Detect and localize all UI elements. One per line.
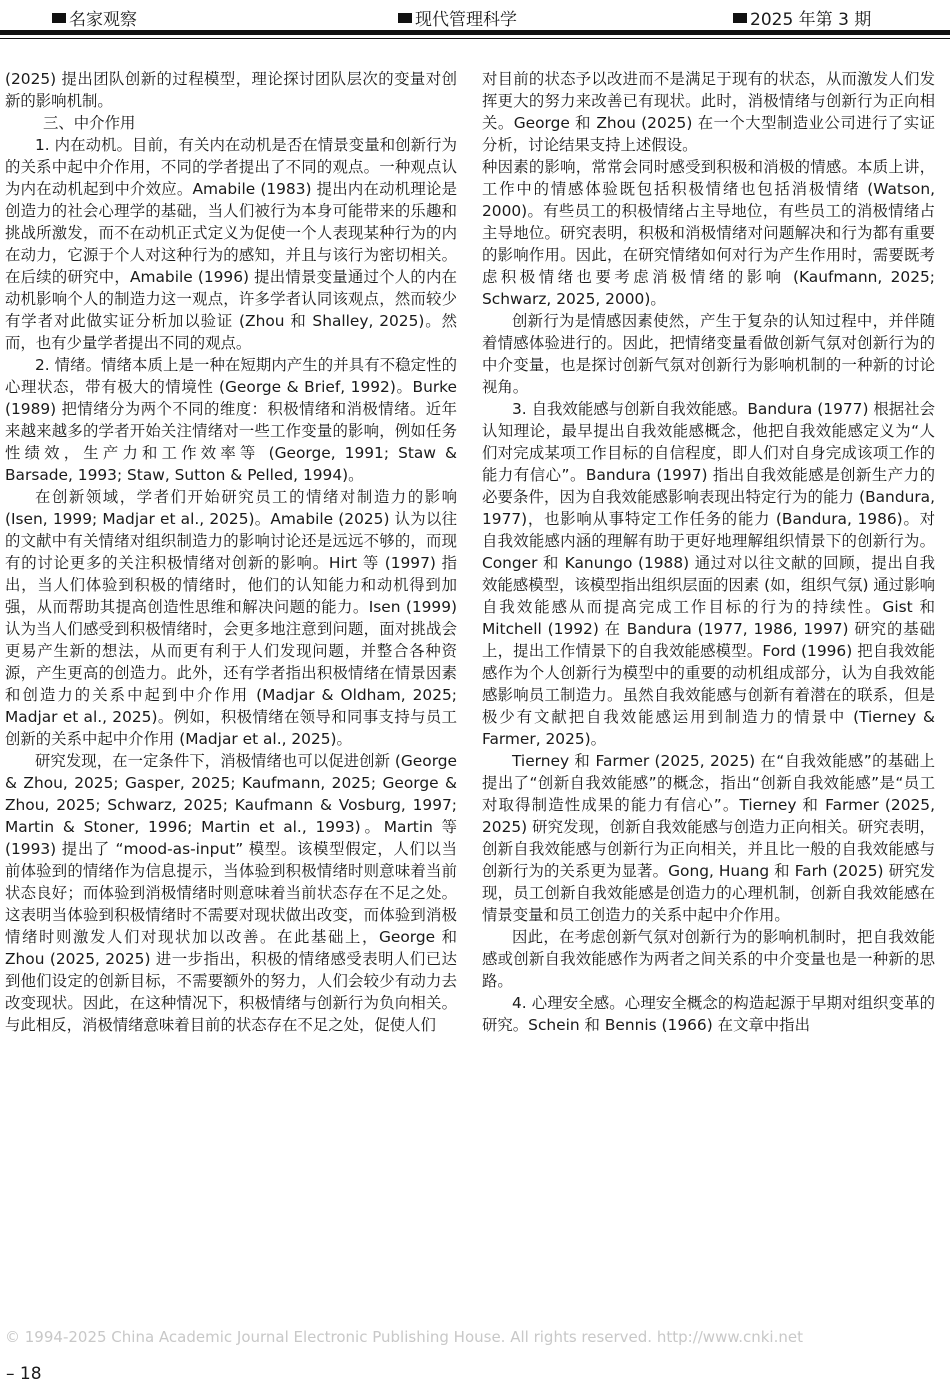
- copyright-watermark: © 1994-2025 China Academic Journal Electronic Publishing House. All rights reserved. http://www.cnki.net: [5, 1328, 803, 1346]
- header-rule-thin: [0, 38, 950, 39]
- header-journal-name: 现代管理科学: [398, 5, 517, 30]
- header-section-label: 名家观察: [52, 5, 137, 30]
- paragraph: 4. 心理安全感。心理安全概念的构造起源于早期对组织变革的研究。Schein 和 Bennis (1966) 在文章中指出: [482, 994, 935, 1034]
- paragraph: (2025) 提出团队创新的过程模型，理论探讨团队层次的变量对创新的影响机制。: [5, 70, 457, 110]
- paragraph: Tierney 和 Farmer (2025, 2025) 在“自我效能感”的基础上提出了“创新自我效能感”的概念，指出“创新自我效能感”是“员工对取得制造性成果的能力有信心”。Tierney 和 Farmer (2025, 2025) 研究发现，创新自我效能感与创造力正向相关。研究表明，创新自我效能感与创新行为正向相关，并且比一般的自我效能感与创新行为的关系更为显著。Gong, Huang 和 Farh (2025) 研究发现，员工创新自我效能感是创造力的心理机制，创新自我效能感在情景变量和员工创造力的关系中起中介作用。: [482, 752, 935, 924]
- paragraph: 在创新领域，学者们开始研究员工的情绪对制造力的影响 (Isen, 1999; Madjar et al., 2025)。Amabile (2025) 认为以往的文献中有关情绪对组织制造力的影响讨论还是远远不够的，而现有的讨论更多的关注积极情绪对创新的影响。Hirt 等 (1997) 指出，当人们体验到积极的情绪时，他们的认知能力和动机得到加强，从而帮助其提高创造性思维和解决问题的能力。Isen (1999) 认为当人们感受到积极情绪时，会更多地注意到问题，面对挑战会更易产生新的想法，从而更有利于人们发现问题，并整合各种资源，产生更高的创造力。此外，还有学者指出积极情绪在情景因素和创造力的关系中起到中介作用 (Madjar & Oldham, 2025; Madjar et al., 2025)。例如，积极情绪在领导和同事支持与员工创新的关系中起中介作用 (Madjar et al., 2025)。: [5, 488, 457, 748]
- header-rule-thick: [0, 30, 950, 35]
- running-header: [0, 0, 950, 44]
- paragraph: 1. 内在动机。目前，有关内在动机是否在情景变量和创新行为的关系中起中介作用，不同的学者提出了不同的观点。一种观点认为内在动机起到中介效应。Amabile (1983) 提出内在动机理论是创造力的社会心理学的基础，当人们被行为本身可能带来的乐趣和挑战所激发，而不在动机正式定义为促使一个人表现某种行为的内在动力，它源于个人对这种行为的感知，并且与该行为密切相关。在后续的研究中，Amabile (1996) 提出情景变量通过个人的内在动机影响个人的制造力这一观点，许多学者认同该观点，然而较少有学者对此做实证分析加以验证 (Zhou 和 Shalley, 2025)。然而，也有少量学者提出不同的观点。: [5, 136, 457, 352]
- right-column: [482, 68, 935, 1036]
- header-issue: 2025 年第 3 期: [733, 5, 871, 30]
- paragraph: 3. 自我效能感与创新自我效能感。Bandura (1977) 根据社会认知理论，最早提出自我效能感概念，他把自我效能感定义为“人们对完成某项工作目标的自信程度，即人们对自身完成该项工作的能力有信心”。Bandura (1997) 指出自我效能感是创新生产力的必要条件，因为自我效能感影响表现出特定行为的能力 (Bandura, 1977)，也影响从事特定工作任务的能力 (Bandura, 1986)。对自我效能感内涵的理解有助于更好地理解组织情景下的创新行为。Conger 和 Kanungo (1988) 通过对以往文献的回顾，提出自我效能感模型，该模型指出组织层面的因素 (如，组织气氛) 通过影响自我效能感从而提高完成工作目标的行为的持续性。Gist 和 Mitchell (1992) 在 Bandura (1977, 1986, 1997) 研究的基础上，提出工作情景下的自我效能感模型。Ford (1996) 把自我效能感作为个人创新行为模型中的重要的动机组成部分，认为自我效能感影响员工制造力。虽然自我效能感与创新有着潜在的联系，但是极少有文献把自我效能感运用到制造力的情景中 (Tierney & Farmer, 2025)。: [482, 400, 935, 748]
- square-bullet-icon: [398, 13, 412, 23]
- page-number: – 18: [6, 1364, 42, 1384]
- paragraph: 对目前的状态予以改进而不是满足于现有的状态，从而激发人们发挥更大的努力来改善已有现状。此时，消极情绪与创新行为正向相关。George 和 Zhou (2025) 在一个大型制造业公司进行了实证分析，讨论结果支持上述假设。: [482, 70, 935, 154]
- square-bullet-icon: [52, 13, 66, 23]
- paragraph: 创新行为是情感因素使然，产生于复杂的认知过程中，并伴随着情感体验进行的。因此，把情绪变量看做创新气氛对创新行为的中介变量，也是探讨创新气氛对创新行为影响机制的一种新的讨论视角。: [482, 312, 935, 396]
- left-column: [5, 68, 457, 1036]
- paragraph: 研究发现，在一定条件下，消极情绪也可以促进创新 (George & Zhou, 2025; Gasper, 2025; Kaufmann, 2025; George & Zhou, 2025; Schwarz, 2025; Kaufmann & Vosburg, 1997; Martin & Stoner, 1996; Martin et al., 1993)。Martin 等 (1993) 提出了 “mood-as-input” 模型。该模型假定，人们以当前体验到的情绪作为信息提示，当体验到积极情绪时则意味着当前状态良好；而体验到消极情绪时则意味着当前状态存在不足之处。这表明当体验到积极情绪时不需要对现状做出改变，而体验到消极情绪时则激发人们对现状加以改善。在此基础上，George 和 Zhou (2025, 2025) 进一步指出，积极的情绪感受表明人们已达到他们设定的创新目标，不需要额外的努力，人们会较少有动力去改变现状。因此，在这种情况下，积极情绪与创新行为负向相关。与此相反，消极情绪意味着目前的状态存在不足之处，促使人们: [5, 752, 457, 1034]
- paragraph: 种因素的影响，常常会同时感受到积极和消极的情感。本质上讲，工作中的情感体验既包括积极情绪也包括消极情绪 (Watson, 2000)。有些员工的积极情绪占主导地位，有些员工的消极情绪占主导地位。研究表明，积极和消极情绪对问题解决和行为都有重要的影响作用。因此，在研究情绪如何对行为产生作用时，需要既考虑积极情绪也要考虑消极情绪的影响 (Kaufmann, 2025; Schwarz, 2025, 2000)。: [482, 158, 935, 308]
- paragraph: 因此，在考虑创新气氛对创新行为的影响机制时，把自我效能感或创新自我效能感作为两者之间关系的中介变量也是一种新的思路。: [482, 928, 935, 990]
- square-bullet-icon: [733, 13, 747, 23]
- section-heading: 三、中介作用: [43, 114, 136, 132]
- paragraph: 2. 情绪。情绪本质上是一种在短期内产生的并具有不稳定性的心理状态，带有极大的情境性 (George & Brief, 1992)。Burke (1989) 把情绪分为两个不同的维度：积极情绪和消极情绪。近年来越来越多的学者开始关注情绪对一些工作变量的影响，例如任务性绩效，生产力和工作效率等 (George, 1991; Staw & Barsade, 1993; Staw, Sutton & Pelled, 1994)。: [5, 356, 457, 484]
